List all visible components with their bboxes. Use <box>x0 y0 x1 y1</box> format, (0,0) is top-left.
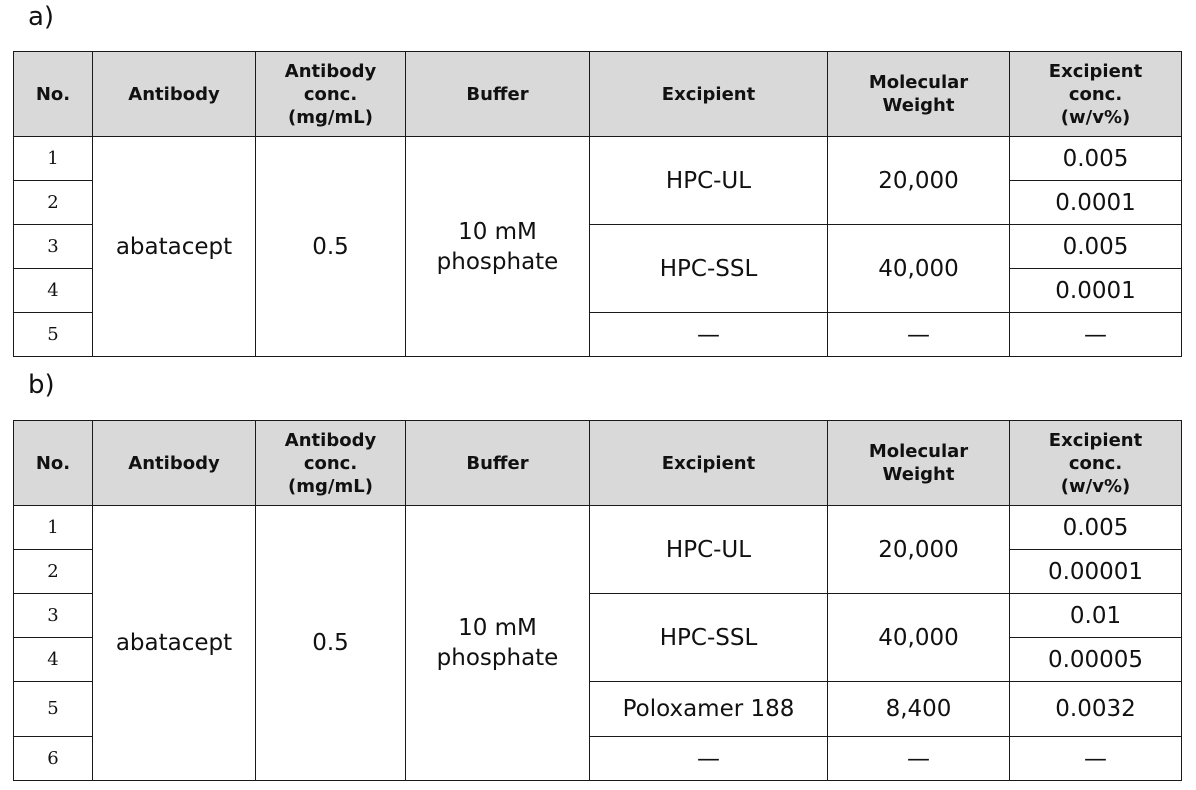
antibody-cell: abatacept <box>93 137 256 357</box>
formulation-table-b <box>13 420 1182 781</box>
excipient-cell: HPC-SSL <box>590 594 828 682</box>
header-buffer: Buffer <box>406 421 590 506</box>
header-antibody: Antibody <box>93 421 256 506</box>
excipient-conc-cell: 0.0001 <box>1010 181 1182 225</box>
header-row <box>14 52 1182 137</box>
excipient-conc-cell: 0.00001 <box>1010 550 1182 594</box>
excipient-cell: — <box>590 737 828 781</box>
excipient-conc-cell: 0.0032 <box>1010 682 1182 737</box>
molecular-weight-cell: 8,400 <box>828 682 1010 737</box>
molecular-weight-cell: 40,000 <box>828 225 1010 313</box>
row-number: 2 <box>14 181 93 225</box>
excipient-conc-cell: 0.01 <box>1010 594 1182 638</box>
header-molecular-weight: Molecular Weight <box>828 52 1010 137</box>
row-number: 1 <box>14 506 93 550</box>
row-number: 3 <box>14 594 93 638</box>
molecular-weight-cell: 40,000 <box>828 594 1010 682</box>
antibody-conc-cell: 0.5 <box>256 137 406 357</box>
row-number: 5 <box>14 313 93 357</box>
excipient-conc-cell: 0.005 <box>1010 225 1182 269</box>
header-antibody-conc: Antibody conc. (mg/mL) <box>256 421 406 506</box>
header-buffer: Buffer <box>406 52 590 137</box>
excipient-conc-cell: 0.0001 <box>1010 269 1182 313</box>
row-number: 4 <box>14 269 93 313</box>
excipient-cell: — <box>590 313 828 357</box>
row-number: 5 <box>14 682 93 737</box>
antibody-conc-cell: 0.5 <box>256 506 406 781</box>
header-antibody: Antibody <box>93 52 256 137</box>
table-row <box>14 137 1182 181</box>
molecular-weight-cell: 20,000 <box>828 506 1010 594</box>
buffer-cell: 10 mM phosphate <box>406 506 590 781</box>
header-excipient-conc: Excipient conc. (w/v%) <box>1010 52 1182 137</box>
header-antibody-conc: Antibody conc. (mg/mL) <box>256 52 406 137</box>
molecular-weight-cell: 20,000 <box>828 137 1010 225</box>
header-excipient-conc: Excipient conc. (w/v%) <box>1010 421 1182 506</box>
row-number: 2 <box>14 550 93 594</box>
header-molecular-weight: Molecular Weight <box>828 421 1010 506</box>
header-row <box>14 421 1182 506</box>
excipient-cell: HPC-UL <box>590 506 828 594</box>
header-excipient: Excipient <box>590 421 828 506</box>
excipient-cell: HPC-UL <box>590 137 828 225</box>
table-row <box>14 506 1182 550</box>
molecular-weight-cell: — <box>828 313 1010 357</box>
row-number: 3 <box>14 225 93 269</box>
row-number: 1 <box>14 137 93 181</box>
excipient-conc-cell: — <box>1010 313 1182 357</box>
header-no: No. <box>14 52 93 137</box>
molecular-weight-cell: — <box>828 737 1010 781</box>
excipient-conc-cell: 0.005 <box>1010 137 1182 181</box>
excipient-conc-cell: 0.005 <box>1010 506 1182 550</box>
excipient-conc-cell: 0.00005 <box>1010 638 1182 682</box>
formulation-table-a <box>13 51 1182 357</box>
excipient-cell: HPC-SSL <box>590 225 828 313</box>
excipient-cell: Poloxamer 188 <box>590 682 828 737</box>
antibody-cell: abatacept <box>93 506 256 781</box>
header-excipient: Excipient <box>590 52 828 137</box>
table-b-label: b) <box>28 370 55 400</box>
row-number: 4 <box>14 638 93 682</box>
buffer-cell: 10 mM phosphate <box>406 137 590 357</box>
excipient-conc-cell: — <box>1010 737 1182 781</box>
header-no: No. <box>14 421 93 506</box>
row-number: 6 <box>14 737 93 781</box>
table-a-label: a) <box>28 2 55 32</box>
